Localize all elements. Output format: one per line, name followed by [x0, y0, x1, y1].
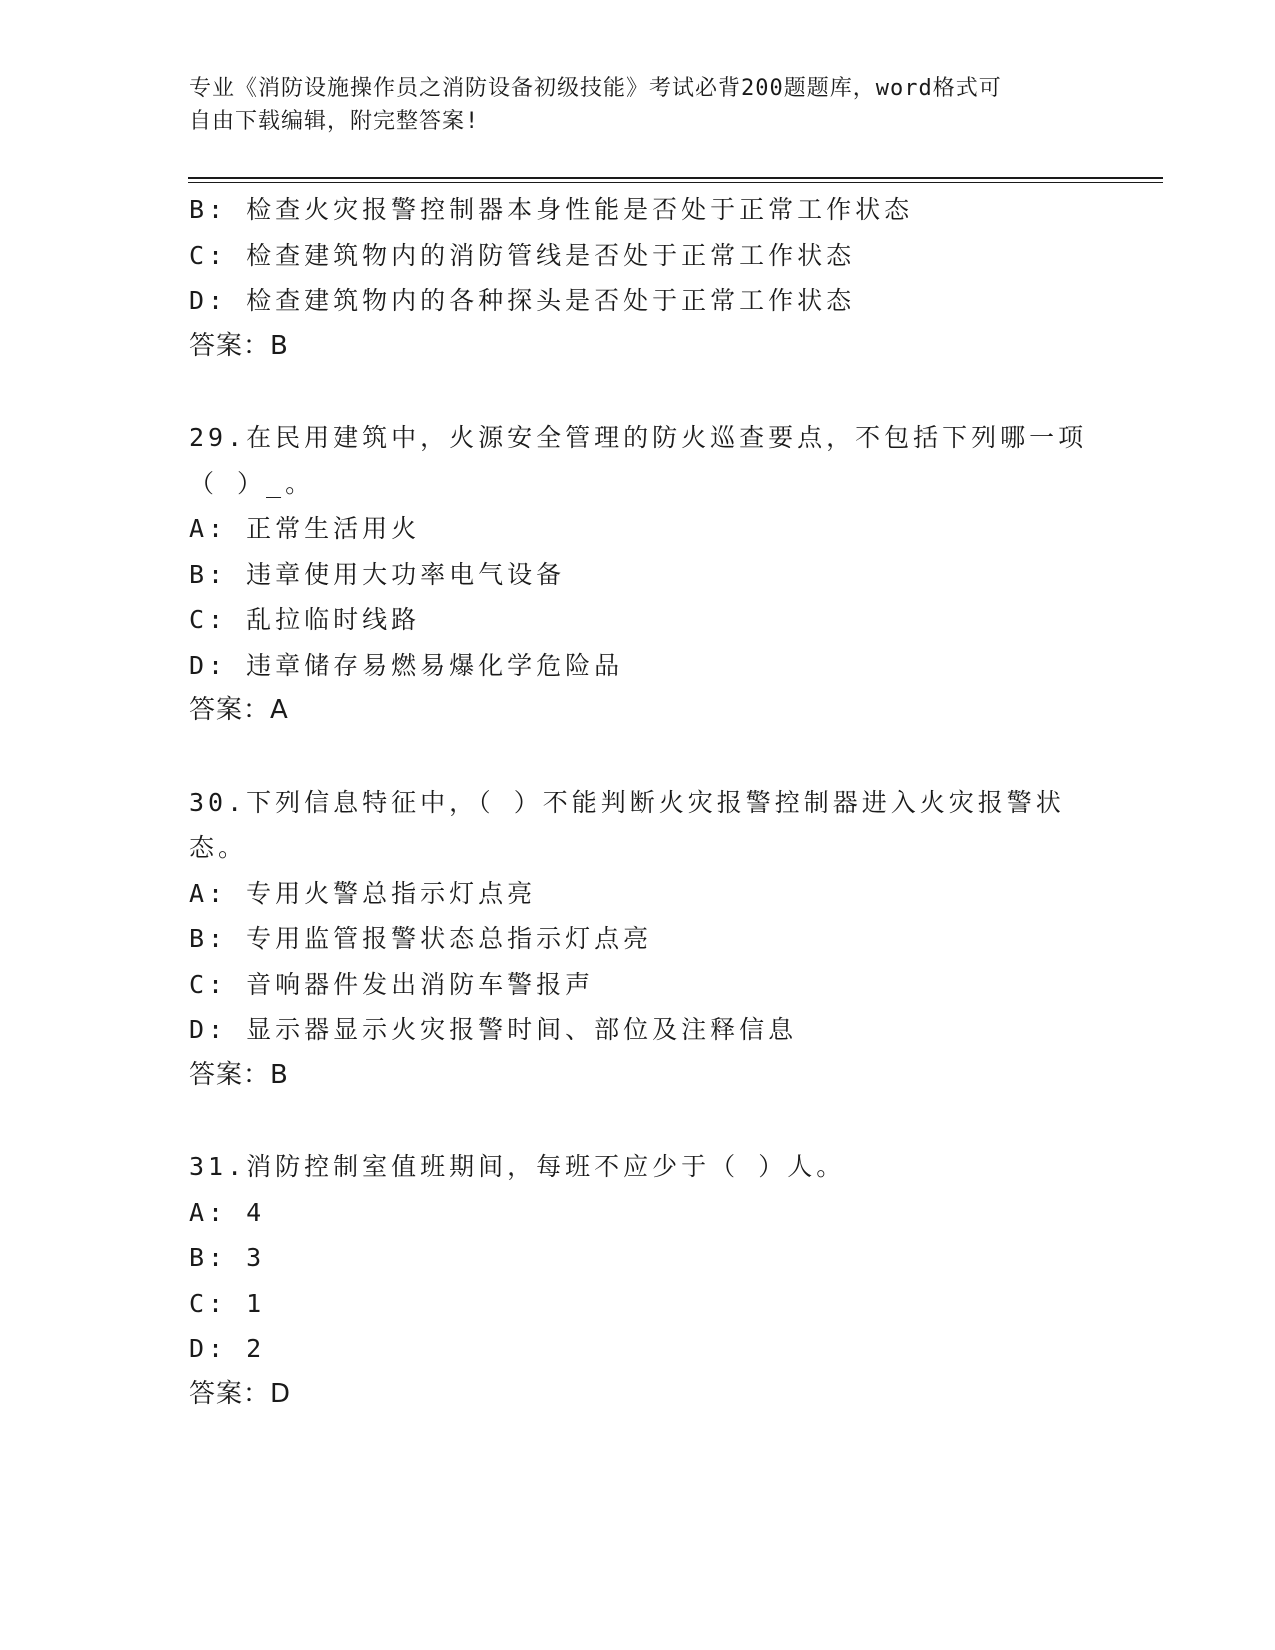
option-a: A: 专用火警总指示灯点亮	[189, 878, 537, 908]
question-30	[189, 780, 1089, 1099]
header-title-line-2: 自由下载编辑，附完整答案!	[189, 109, 480, 134]
header-rule-thick	[188, 177, 1163, 179]
option-b: B: 专用监管报警状态总指示灯点亮	[189, 924, 653, 953]
option-c: C: 1	[189, 1288, 266, 1318]
header-rule-thin	[188, 182, 1163, 183]
option-b: B: 3	[189, 1243, 266, 1272]
option-a: A: 正常生活用火	[189, 514, 421, 543]
answer: 答案：B	[189, 1059, 289, 1090]
question-text: 29.在民用建筑中，火源安全管理的防火巡查要点，不包括下列哪一项（ ）_。	[189, 423, 1088, 498]
option-c: C: 乱拉临时线路	[189, 605, 421, 634]
answer: 答案：D	[189, 1378, 292, 1409]
header-title-line-1: 专业《消防设施操作员之消防设备初级技能》考试必背200题题库，word格式可	[189, 76, 1002, 101]
question-31	[189, 1144, 1089, 1417]
question-text: 30.下列信息特征中，（ ）不能判断火灾报警控制器进入火灾报警状态。	[189, 787, 1065, 862]
option-a: A: 4	[189, 1197, 266, 1227]
question-29	[189, 415, 1089, 734]
answer: 答案：A	[189, 695, 289, 725]
question-28-continued	[189, 187, 1089, 369]
option-b: B: 违章使用大功率电气设备	[189, 559, 566, 589]
option-c: C: 检查建筑物内的消防管线是否处于正常工作状态	[189, 240, 856, 270]
document-header	[189, 72, 1069, 138]
option-d: D: 检查建筑物内的各种探头是否处于正常工作状态	[189, 286, 856, 315]
answer: 答案：B	[189, 330, 289, 361]
option-d: D: 2	[189, 1334, 266, 1363]
option-d: D: 违章储存易燃易爆化学危险品	[189, 650, 624, 680]
option-d: D: 显示器显示火灾报警时间、部位及注释信息	[189, 1015, 798, 1044]
option-b: B: 检查火灾报警控制器本身性能是否处于正常工作状态	[189, 195, 914, 224]
question-content	[189, 187, 1089, 1417]
question-text: 31.消防控制室值班期间，每班不应少于（ ）人。	[189, 1152, 846, 1181]
option-c: C: 音响器件发出消防车警报声	[189, 969, 595, 999]
